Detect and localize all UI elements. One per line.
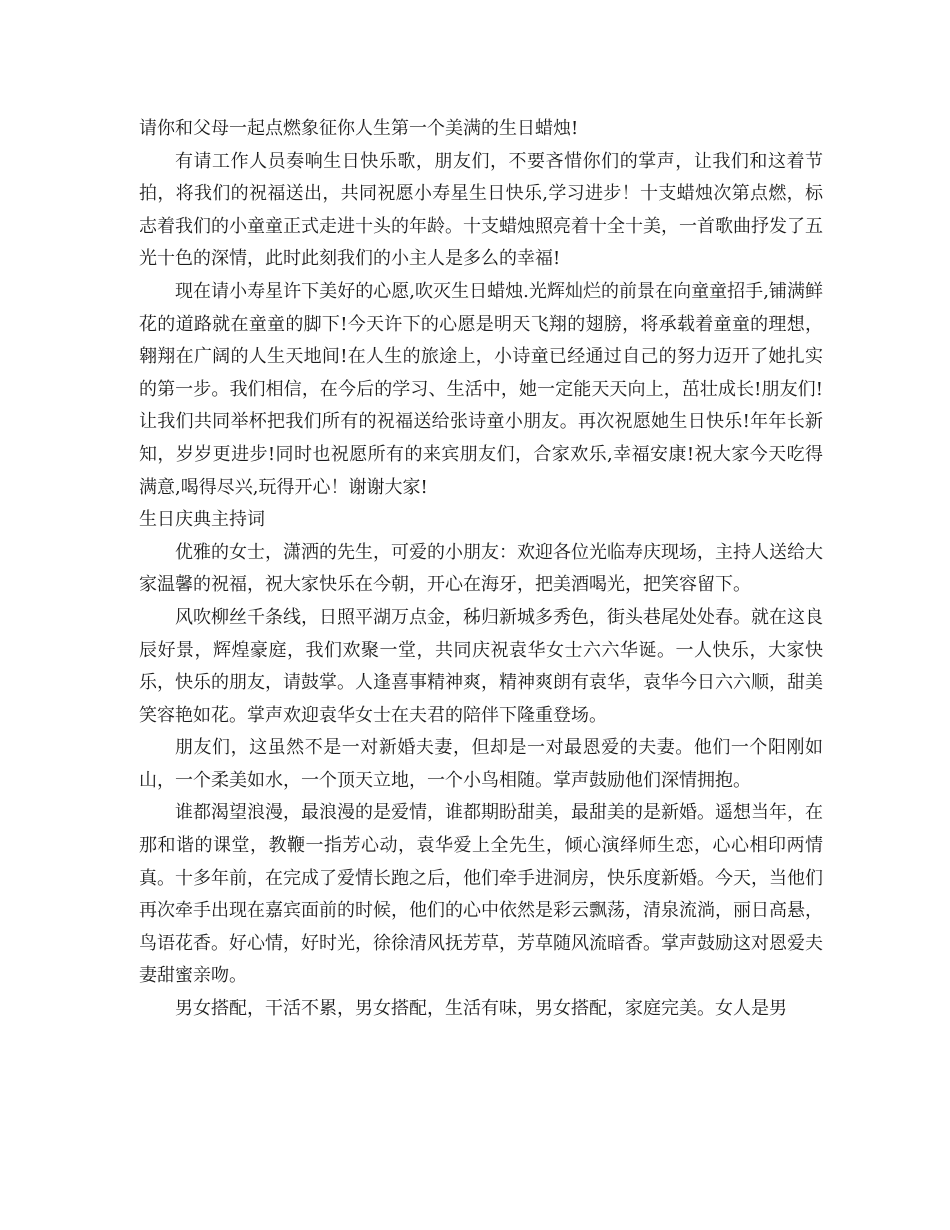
section-heading: 生日庆典主持词 <box>139 509 265 531</box>
paragraph-8: 谁都渴望浪漫，最浪漫的是爱情，谁都期盼甜美，最甜美的是新婚。遥想当年，在那和谐的课堂，教鞭一指芳心动，袁华爱上全先生，倾心演绎师生恋，心心相印两情真。十多年前，在完成了爱情长跑之后，他们牵手进洞房，快乐度新婚。今天，当他们再次牵手出现在嘉宾面前的时候，他们的心中依然是彩云飘荡，清泉流淌，丽日高悬，鸟语花香。好心情，好时光，徐徐清风抚芳草，芳草随风流暗香。掌声鼓励这对恩爱夫妻甜蜜亲吻。 <box>139 802 823 987</box>
paragraph-2: 有请工作人员奏响生日快乐歌，朋友们，不要吝惜你们的掌声，让我们和这着节拍，将我们的祝福送出，共同祝愿小寿星生日快乐,学习进步！十支蜡烛次第点燃，标志着我们的小童童正式走进十头的年龄。十支蜡烛照亮着十全十美，一首歌曲抒发了五光十色的深情，此时此刻我们的小主人是多么的幸福! <box>139 150 823 270</box>
paragraph-5: 优雅的女士，潇洒的先生，可爱的小朋友：欢迎各位光临寿庆现场，主持人送给大家温馨的祝福，祝大家快乐在今朝，开心在海牙，把美酒喝光，把笑容留下。 <box>139 541 823 596</box>
paragraph-7: 朋友们，这虽然不是一对新婚夫妻，但却是一对最恩爱的夫妻。他们一个阳刚如山，一个柔美如水，一个顶天立地，一个小鸟相随。掌声鼓励他们深情拥抱。 <box>139 737 823 791</box>
paragraph-1: 请你和父母一起点燃象征你人生第一个美满的生日蜡烛! <box>139 118 579 139</box>
paragraph-3: 现在请小寿星许下美好的心愿,吹灭生日蜡烛.光辉灿烂的前景在向童童招手,铺满鲜花的道路就在童童的脚下!今天许下的心愿是明天飞翔的翅膀，将承载着童童的理想，翱翔在广阔的人生天地间!在人生的旅途上，小诗童已经通过自己的努力迈开了她扎实的第一步。我们相信，在今后的学习、生活中，她一定能天天向上，茁壮成长!朋友们!让我们共同举杯把我们所有的祝福送给张诗童小朋友。再次祝愿她生日快乐!年年长新知，岁岁更进步!同时也祝愿所有的来宾朋友们，合家欢乐,幸福安康!祝大家今天吃得满意,喝得尽兴,玩得开心！谢谢大家! <box>139 280 823 498</box>
document-body <box>139 113 823 1026</box>
paragraph-6: 风吹柳丝千条线，日照平湖万点金，秭归新城多秀色，街头巷尾处处春。就在这良辰好景，辉煌豪庭，我们欢聚一堂，共同庆祝袁华女士六六华诞。一人快乐，大家快乐，快乐的朋友，请鼓掌。人逢喜事精神爽，精神爽朗有袁华，袁华今日六六顺，甜美笑容艳如花。掌声欢迎袁华女士在夫君的陪伴下隆重登场。 <box>139 606 823 726</box>
paragraph-9: 男女搭配，干活不累，男女搭配，生活有味，男女搭配，家庭完美。女人是男 <box>175 998 787 1020</box>
